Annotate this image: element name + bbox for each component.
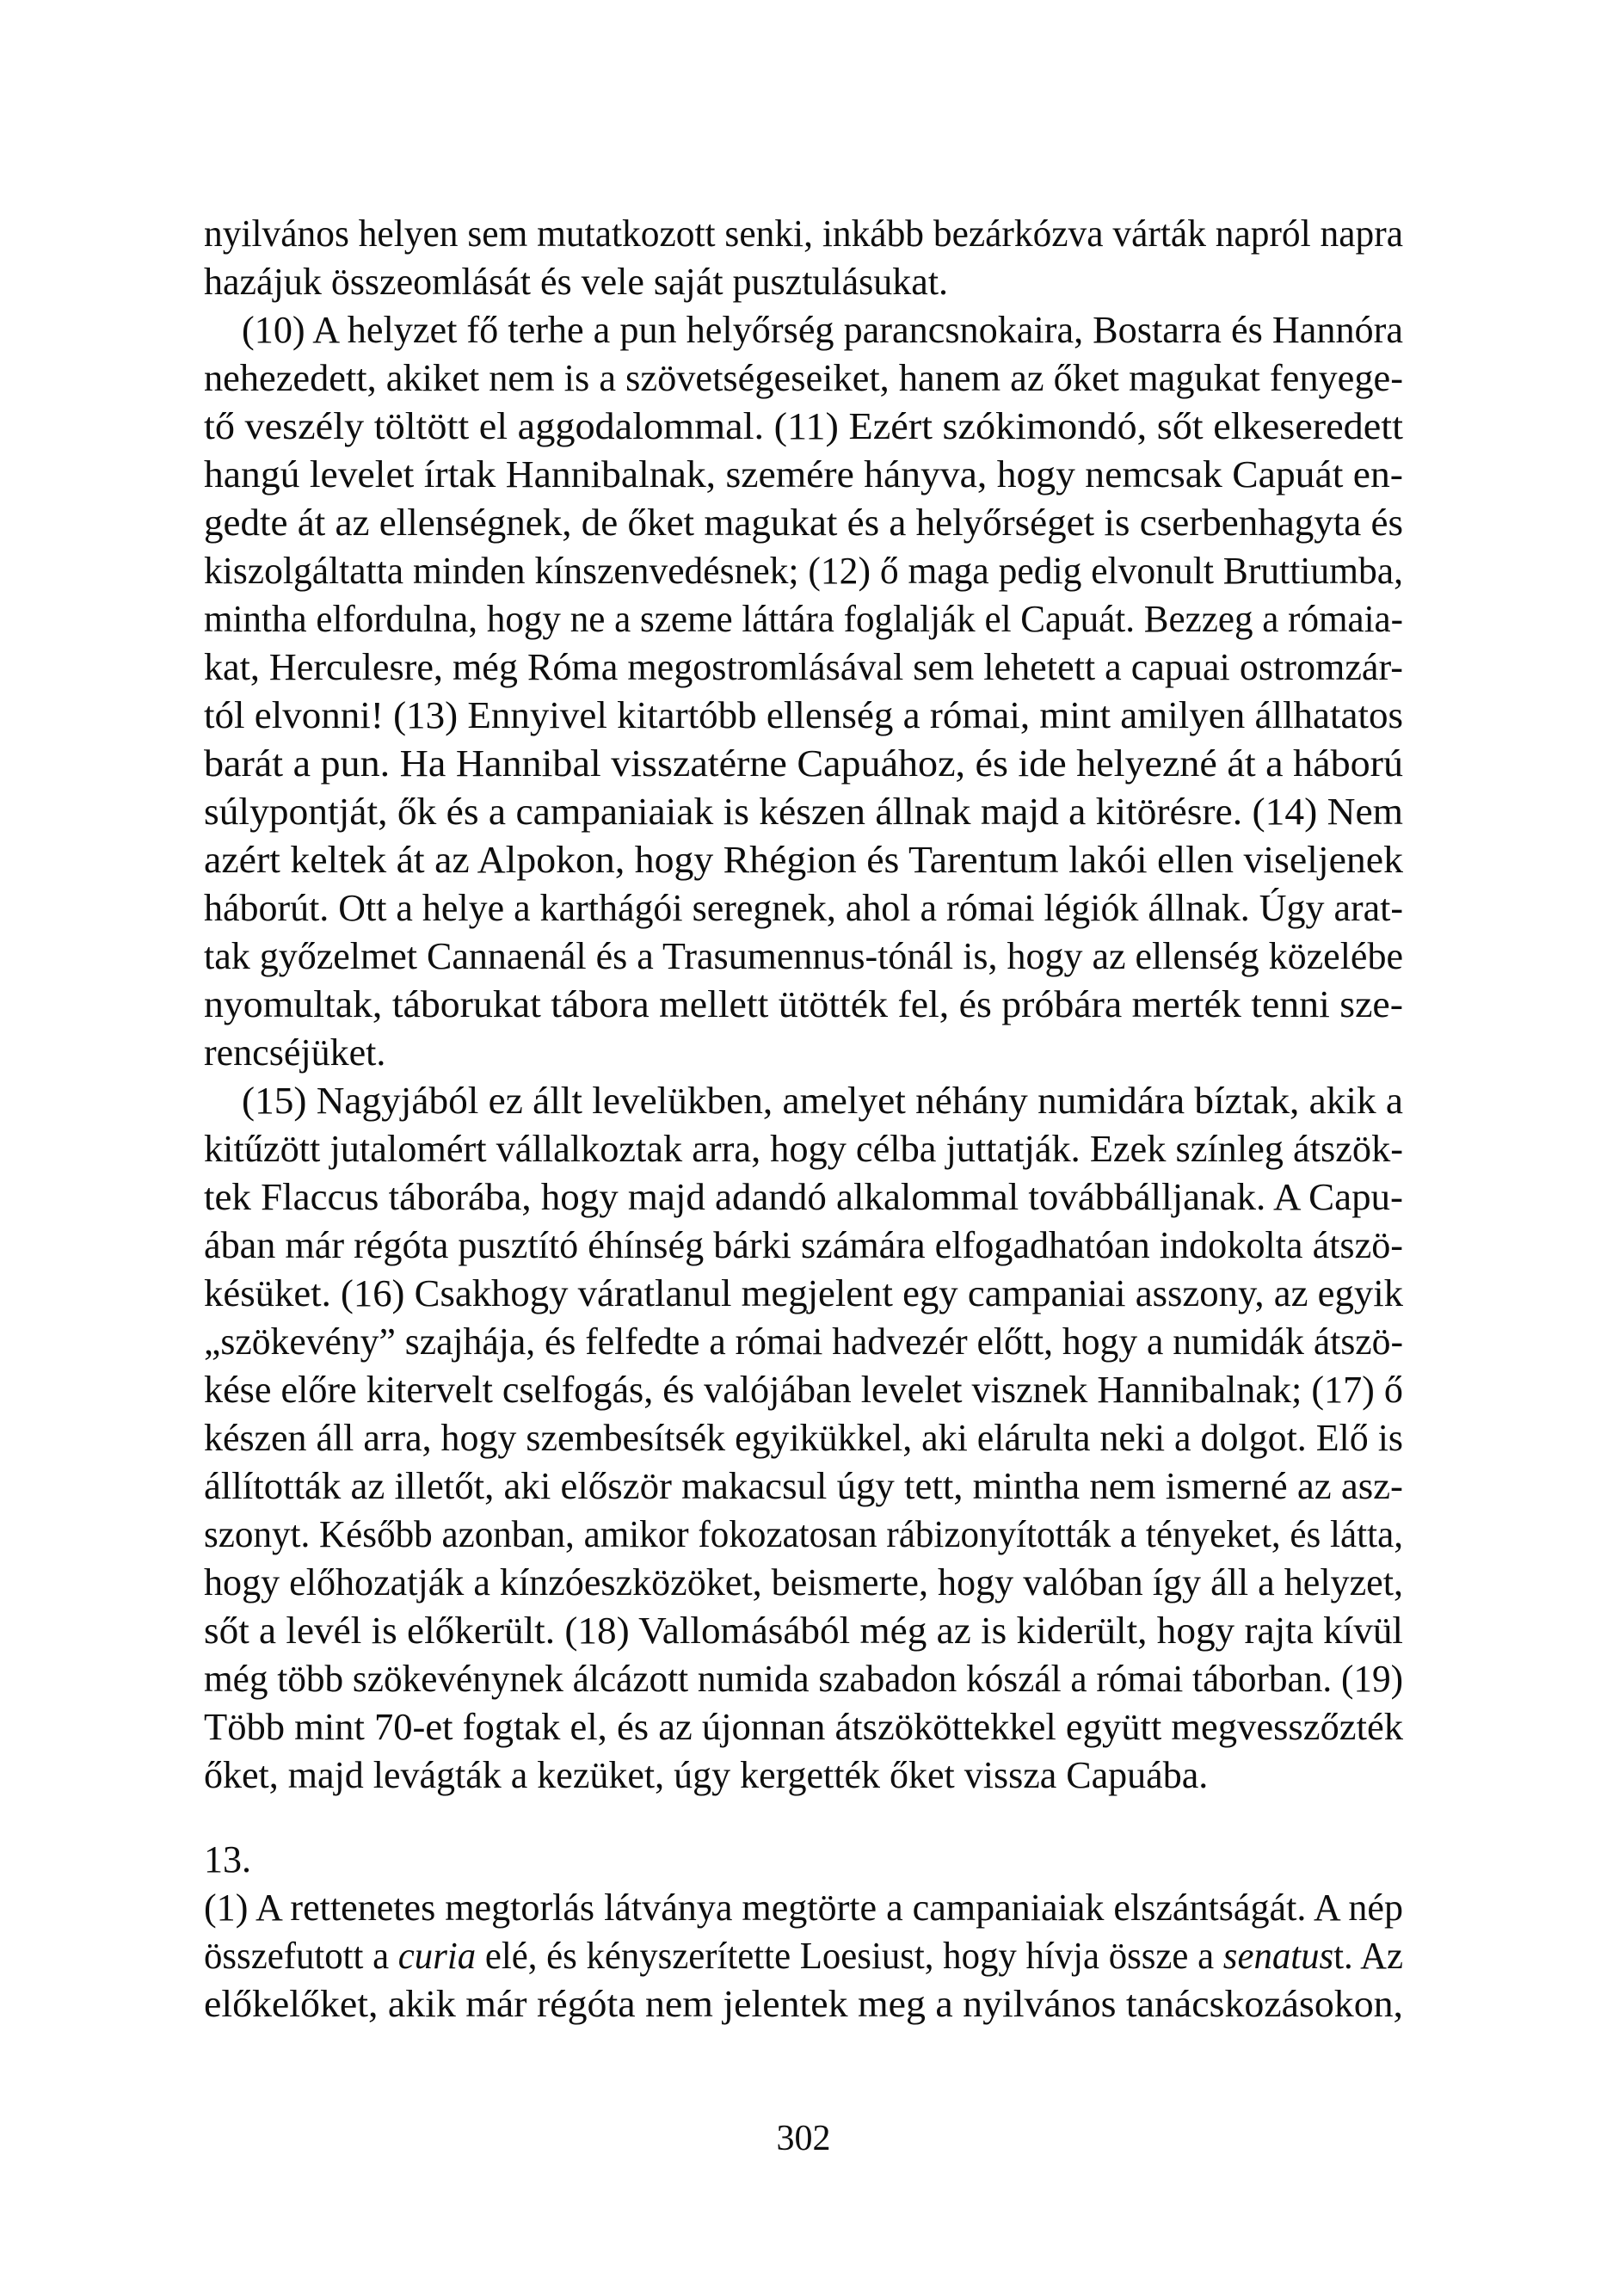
- text-line: nehezedett, akiket nem is a szövetségeseiket, hanem az őket magukat fenyege-: [204, 357, 1403, 399]
- text-line: késüket. (16) Csakhogy váratlanul megjelent egy campaniai asszony, az egyik: [204, 1272, 1403, 1314]
- text-line: (10) A helyzet fő terhe a pun helyőrség parancsnokaira, Bostarra és Hannóra: [242, 309, 1403, 351]
- text-line: tek Flaccus táborába, hogy majd adandó alkalommal továbbálljanak. A Capu-: [204, 1176, 1403, 1218]
- text-line: tő veszély töltött el aggodalommal. (11) Ezért szókimondó, sőt elkeseredett: [204, 405, 1404, 447]
- text-line: állították az illetőt, aki először makacsul úgy tett, mintha nem ismerné az asz-: [204, 1465, 1403, 1507]
- text-line: hazájuk összeomlását és vele saját pusztulásukat.: [204, 261, 949, 303]
- page-footer: [0, 2114, 1607, 2164]
- text-line: készen áll arra, hogy szembesítsék egyikükkel, aki elárulta neki a dolgot. Elő is: [204, 1417, 1403, 1459]
- text-line: 13.: [204, 1838, 251, 1881]
- text-line: mintha elfordulna, hogy ne a szeme láttára foglalják el Capuát. Bezzeg a rómaia-: [204, 598, 1403, 640]
- paragraph-spacer: [204, 1800, 1403, 1836]
- paragraph: [204, 306, 1403, 1077]
- body-text: [204, 210, 1403, 2028]
- text-line: barát a pun. Ha Hannibal visszatérne Capuához, és ide helyezné át a háború: [204, 742, 1403, 785]
- paragraph: [204, 1884, 1403, 2028]
- text-line: Több mint 70-et fogtak el, és az újonnan átszököttekkel együtt megvesszőzték: [204, 1706, 1403, 1748]
- paragraph-continuation: [204, 210, 1403, 306]
- section-heading: [204, 1836, 1403, 1884]
- page-number: 302: [776, 2119, 831, 2158]
- text-line: háborút. Ott a helye a karthágói seregnek, ahol a római légiók állnak. Úgy arat-: [204, 887, 1403, 929]
- text-line: hangú levelet írtak Hannibalnak, szemére hányva, hogy nemcsak Capuát en-: [204, 453, 1403, 496]
- text-line: ában már régóta pusztító éhínség bárki számára elfogadhatóan indokolta átszö-: [204, 1224, 1403, 1266]
- text-line: sőt a levél is előkerült. (18) Vallomásából még az is kiderült, hogy rajta kívül: [204, 1610, 1403, 1652]
- paragraph: [204, 1077, 1403, 1800]
- text-line: „szökevény” szajhája, és felfedte a római hadvezér előtt, hogy a numidák átszö-: [204, 1320, 1403, 1363]
- text-line: gedte át az ellenségnek, de őket magukat és a helyőrséget is cserbenhagyta és: [204, 502, 1403, 544]
- text-line: nyilvános helyen sem mutatkozott senki, inkább bezárkózva várták napról napra: [204, 212, 1403, 255]
- text-line: őket, majd levágták a kezüket, úgy kergették őket vissza Capuába.: [204, 1754, 1209, 1796]
- text-line: kat, Herculesre, még Róma megostromlásával sem lehetett a capuai ostromzár-: [204, 646, 1403, 688]
- text-line: kiszolgáltatta minden kínszenvedésnek; (12) ő maga pedig elvonult Bruttiumba,: [204, 550, 1403, 592]
- text-line: kése előre kitervelt cselfogás, és valójában levelet visznek Hannibalnak; (17) ő: [204, 1369, 1403, 1411]
- text-line: kitűzött jutalomért vállalkoztak arra, hogy célba juttatják. Ezek színleg átszök-: [204, 1128, 1403, 1170]
- text-line: még több szökevénynek álcázott numida szabadon kószál a római táborban. (19): [204, 1658, 1403, 1700]
- text-line: (15) Nagyjából ez állt levelükben, amelyet néhány numidára bíztak, akik a: [242, 1080, 1403, 1122]
- text-line: tak győzelmet Cannaenál és a Trasumennus-tónál is, hogy az ellenség közelébe: [204, 935, 1403, 977]
- text-line: azért keltek át az Alpokon, hogy Rhégion és Tarentum lakói ellen viseljenek: [204, 839, 1403, 881]
- text-line: szonyt. Később azonban, amikor fokozatosan rábizonyították a tényeket, és látta,: [204, 1513, 1403, 1555]
- text-line: nyomultak, táborukat tábora mellett ütötték fel, és próbára merték tenni sze-: [204, 983, 1403, 1025]
- text-line: rencséjüket.: [204, 1031, 386, 1074]
- text-line: hogy előhozatják a kínzóeszközöket, beismerte, hogy valóban így áll a helyzet,: [204, 1561, 1403, 1604]
- text-line: tól elvonni! (13) Ennyivel kitartóbb ellenség a római, mint amilyen állhatatos: [204, 694, 1403, 736]
- text-line: összefutott a curia elé, és kényszerítette Loesiust, hogy hívja össze a senatust. Az: [204, 1935, 1403, 1977]
- text-line: előkelőket, akik már régóta nem jelentek meg a nyilvános tanácskozásokon,: [204, 1983, 1403, 2025]
- text-line: (1) A rettenetes megtorlás látványa megtörte a campaniaiak elszántságát. A nép: [204, 1887, 1403, 1929]
- text-line: súlypontját, ők és a campaniaiak is készen állnak majd a kitörésre. (14) Nem: [204, 791, 1403, 833]
